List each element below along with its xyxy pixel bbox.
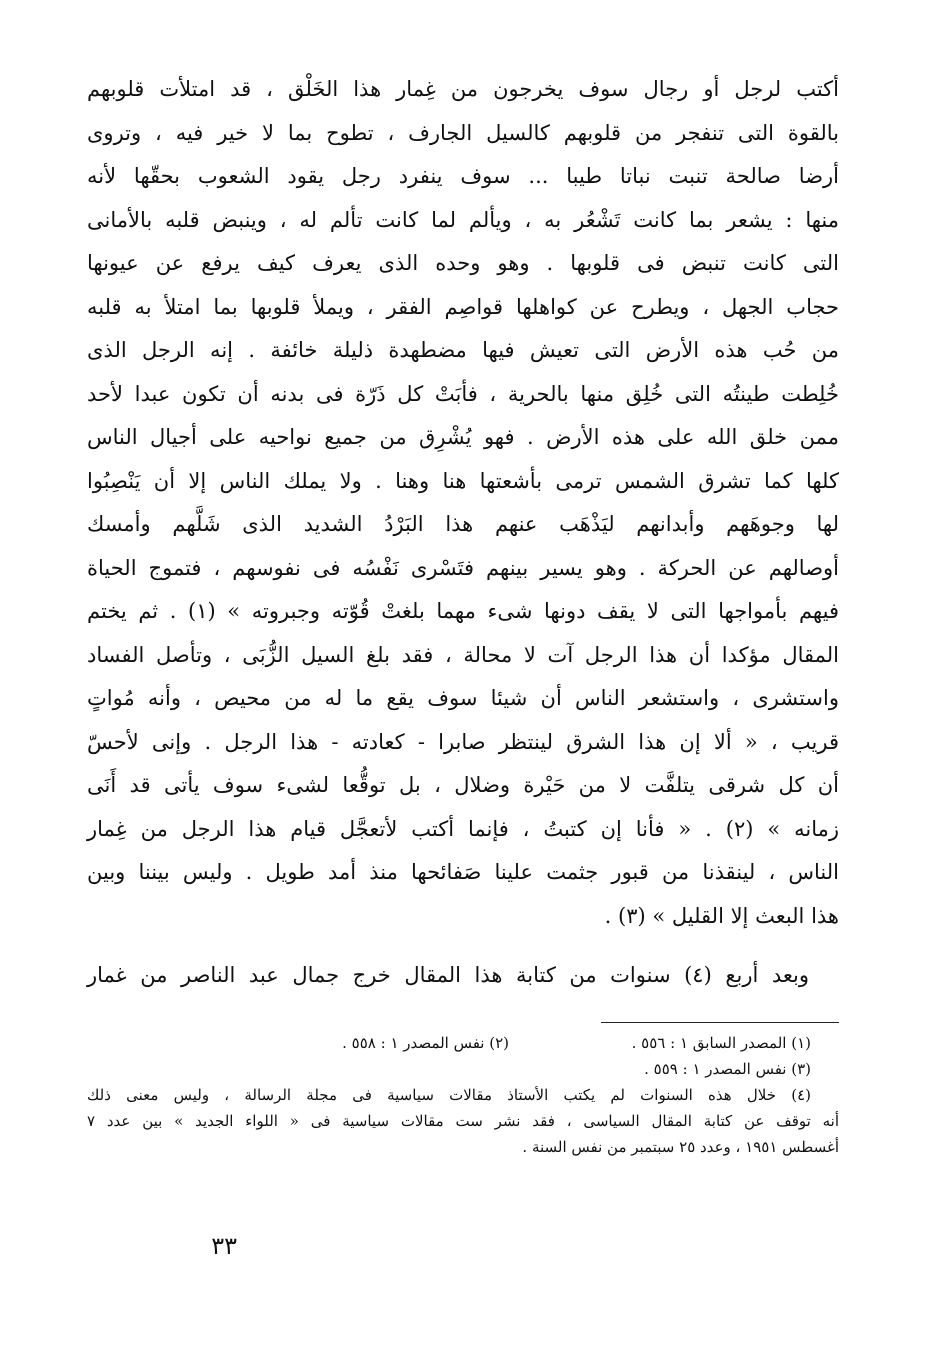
footnote-divider bbox=[601, 1022, 839, 1023]
text-line: حجاب الجهل ، ويطرح عن كواهلها قواصِم الفقر ، ويملأ قلوبها بما امتلأ به قلبه bbox=[87, 294, 840, 319]
text-line: من حُب هذه الأرض التى تعيش فيها مضطهدة ذليلة خائفة . إنه الرجل الذى bbox=[87, 338, 839, 362]
text-line: لها وجوهَهم وأبدانهم ليَذْهَب عنهم هذا البَرْدُ الشديد الذى شَلَّهم وأمسك bbox=[87, 512, 839, 536]
second-paragraph bbox=[87, 954, 839, 998]
text-line: أكتب لرجل أو رجال سوف يخرجون من غِمار هذا الخَلْق ، قد امتلأت قلوبهم bbox=[87, 77, 839, 101]
text-line: فيهم بأمواجها التى لا يقف دونها شىء مهما بلغتْ قُوّته وجبروته » (١) . ثم يختم bbox=[87, 599, 839, 623]
main-paragraph bbox=[87, 68, 839, 938]
text-line: المقال مؤكدا أن هذا الرجل آت لا محالة ، فقد بلغ السيل الزُّبَى ، وتأصل الفساد bbox=[87, 642, 839, 667]
footnote-4-line: أغسطس ١٩٥١ ، وعدد ٢٥ سبتمبر من نفس السنة . bbox=[522, 1138, 839, 1156]
text-line: منها : يشعر بما كانت تَشْعُر به ، ويألم لما كانت تألم له ، وينبض قلبه بالأمانى bbox=[87, 207, 839, 232]
text-line: بالقوة التى تنفجر من قلوبهم كالسيل الجارف ، تطوح بما لا خير فيه ، وتروى bbox=[87, 120, 839, 145]
footnote-row bbox=[87, 1030, 839, 1056]
footnote-row bbox=[87, 1056, 839, 1082]
text-line: وبعد أربع (٤) سنوات من كتابة هذا المقال خرج جمال عبد الناصر من غمار bbox=[87, 963, 809, 987]
footnotes bbox=[87, 1030, 839, 1160]
footnote-4-line: (٤) خلال هذه السنوات لم يكتب الأستاذ مقالات سياسية فى مجلة الرسالة ، وليس معنى ذلك bbox=[87, 1086, 811, 1104]
text-line: خُلِطت طينتُه التى خُلِق منها بالحرية ، فأبَتْ كل ذَرّة فى بدنه أن تكون عبدا لأحد bbox=[87, 381, 839, 406]
text-line: قريب ، « ألا إن هذا الشرق لينتظر صابرا - كعادته - هذا الرجل . وإنى لأحسّ bbox=[87, 729, 839, 754]
text-line: أرضا صالحة تنبت نباتا طيبا ... سوف ينفرد رجل يقود الشعوب بحقّها لأنه bbox=[87, 164, 839, 188]
text-line: زمانه » (٢) . « فأنا إن كتبتُ ، فإنما أكتب لأتعجَّل قيام هذا الرجل من غِمار bbox=[87, 816, 839, 841]
footnote-2: (٢) نفس المصدر ١ : ٥٥٨ . bbox=[342, 1034, 509, 1052]
page-number: ٣٣ bbox=[211, 1232, 237, 1260]
footnote-4-line: أنه توقف عن كتابة المقال السياسى ، فقد نشر ست مقالات سياسية فى « اللواء الجديد » بين عدد ٧ bbox=[87, 1112, 839, 1130]
footnote-3: (٣) نفس المصدر ١ : ٥٥٩ . bbox=[644, 1060, 811, 1078]
text-line: كلها كما تشرق الشمس ترمى بأشعتها هنا وهنا . ولا يملك الناس إلا أن يَنْصِبُوا bbox=[87, 468, 839, 493]
text-line: أوصالهم عن الحركة . وهو يسير بينهم فتَسْرى نَفْسُه فى نفوسهم ، فتموج الحياة bbox=[87, 555, 839, 580]
footnote-1: (١) المصدر السابق ١ : ٥٥٦ . bbox=[631, 1034, 811, 1052]
text-line: ممن خلق الله على هذه الأرض . فهو يُشْرِق من جميع نواحيه على أجيال الناس bbox=[87, 425, 839, 449]
text-line: واستشرى ، واستشعر الناس أن شيئا سوف يقع ما له من محيص ، وأنه مُواتٍ bbox=[87, 686, 839, 710]
text-line: هذا البعث إلا القليل » (٣) . bbox=[604, 903, 839, 928]
text-line: التى كانت تنبض فى قلوبها . وهو وحده الذى يعرف كيف يرفع عن عيونها bbox=[87, 251, 839, 275]
text-line: الناس ، لينقذنا من قبور جثمت علينا صَفائحها منذ أمد طويل . وليس بيننا وبين bbox=[87, 860, 839, 884]
text-line: أن كل شرقى يتلفَّت لا من حَيْرة وضلال ، بل توقُّعا لشىء سوف يأتى قد أَنَى bbox=[87, 773, 839, 797]
